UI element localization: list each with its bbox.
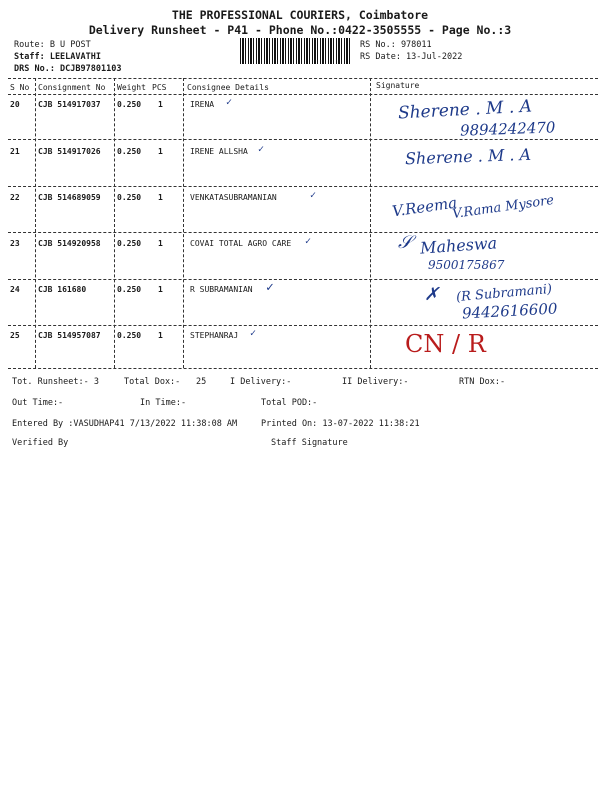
row-consignment: CJB 161680 [38,285,87,294]
verified-by-label: Verified By [12,438,69,448]
row-consignee: STEPHANRAJ [190,331,239,340]
row-sno: 23 [10,239,20,248]
check-mark-icon: ✓ [305,236,312,247]
drs-number: DRS No.: DCJB97801103 [14,64,122,74]
row-divider [8,139,598,140]
ii-delivery-label: II Delivery:- [342,377,409,387]
staff-label: Staff: LEELAVATHI [14,52,101,62]
route-label: Route: B U POST [14,40,91,50]
rs-date: RS Date: 13-Jul-2022 [360,52,463,62]
row-weight: 0.250 [117,147,142,156]
staff-signature-label: Staff Signature [271,438,348,448]
in-time-label: In Time:- [140,398,187,408]
col-header-pcs: PCS [152,83,167,92]
entered-by: Entered By :VASUDHAP41 7/13/2022 11:38:08 AM [12,419,238,429]
signature-scribble-icon: ✗ [424,284,440,305]
total-pod-label: Total POD:- [261,398,318,408]
check-mark-icon: ✓ [310,190,317,201]
row-divider [8,232,598,233]
rtn-dox-label: RTN Dox:- [459,377,506,387]
out-time-label: Out Time:- [12,398,64,408]
total-dox-label: Total Dox:- [124,377,181,387]
row-consignee: IRENA [190,100,215,109]
row-pcs: 1 [158,285,163,294]
row-sno: 25 [10,331,20,340]
col-header-weight: Weight [117,83,146,92]
row-consignment: CJB 514689059 [38,193,101,202]
signature-row-23: Maheswa [419,233,498,258]
row-pcs: 1 [158,100,163,109]
row-consignee: R SUBRAMANIAN [190,285,253,294]
signature-row-25: CN / R [405,330,486,358]
row-weight: 0.250 [117,239,142,248]
row-consignee: IRENE ALLSHA [190,147,248,156]
signature-row-22: V.Reema [391,193,459,221]
signature-row-24: (R Subramani) [455,281,553,306]
rs-number: RS No.: 978011 [360,40,432,50]
row-sno: 22 [10,193,20,202]
row-pcs: 1 [158,193,163,202]
row-consignment: CJB 514920958 [38,239,101,248]
signature-row-20: Sherene . M . A [397,96,533,124]
row-sno: 20 [10,100,20,109]
table-top-rule [8,78,598,79]
col-header-consignee: Consignee Details [187,83,269,92]
signature-row-21: Sherene . M . A [404,144,532,169]
row-divider [8,279,598,280]
col-header-signature: Signature [376,81,420,90]
signature-row-22-second: V.Rama Mysore [451,192,555,223]
row-weight: 0.250 [117,285,142,294]
printed-on: Printed On: 13-07-2022 11:38:21 [261,419,420,429]
row-consignment: CJB 514957087 [38,331,101,340]
row-weight: 0.250 [117,100,142,109]
row-weight: 0.250 [117,331,142,340]
row-divider [8,186,598,187]
check-mark-icon: ✓ [266,280,274,295]
check-mark-icon: ✓ [250,328,257,339]
signature-phone-row-24: 9442616600 [461,299,558,323]
i-delivery-label: I Delivery:- [230,377,292,387]
check-mark-icon: ✓ [226,97,233,108]
row-sno: 21 [10,147,20,156]
signature-initial-icon: 𝒮 [398,232,412,253]
table-header-rule [8,94,598,95]
total-dox-value: 25 [196,377,207,387]
row-weight: 0.250 [117,193,142,202]
row-pcs: 1 [158,147,163,156]
total-runsheet: Tot. Runsheet:- 3 [12,377,99,387]
barcode-image [240,38,350,64]
document-title: THE PROFESSIONAL COURIERS, Coimbatore [171,8,429,22]
table-bottom-rule [8,368,598,369]
row-consignment: CJB 514917026 [38,147,101,156]
row-pcs: 1 [158,239,163,248]
row-consignee: COVAI TOTAL AGRO CARE [190,239,292,248]
row-consignee: VENKATASUBRAMANIAN [190,193,277,202]
row-sno: 24 [10,285,20,294]
check-mark-icon: ✓ [258,144,265,155]
document-subtitle: Delivery Runsheet - P41 - Phone No.:0422-3505555 - Page No.:3 [88,23,512,37]
col-header-sno: S No [10,83,30,92]
signature-phone-row-20: 9894242470 [459,118,556,140]
row-consignment: CJB 514917037 [38,100,101,109]
row-pcs: 1 [158,331,163,340]
signature-phone-row-23: 9500175867 [428,258,505,272]
col-header-consignment: Consignment No [38,83,106,92]
row-divider [8,325,598,326]
